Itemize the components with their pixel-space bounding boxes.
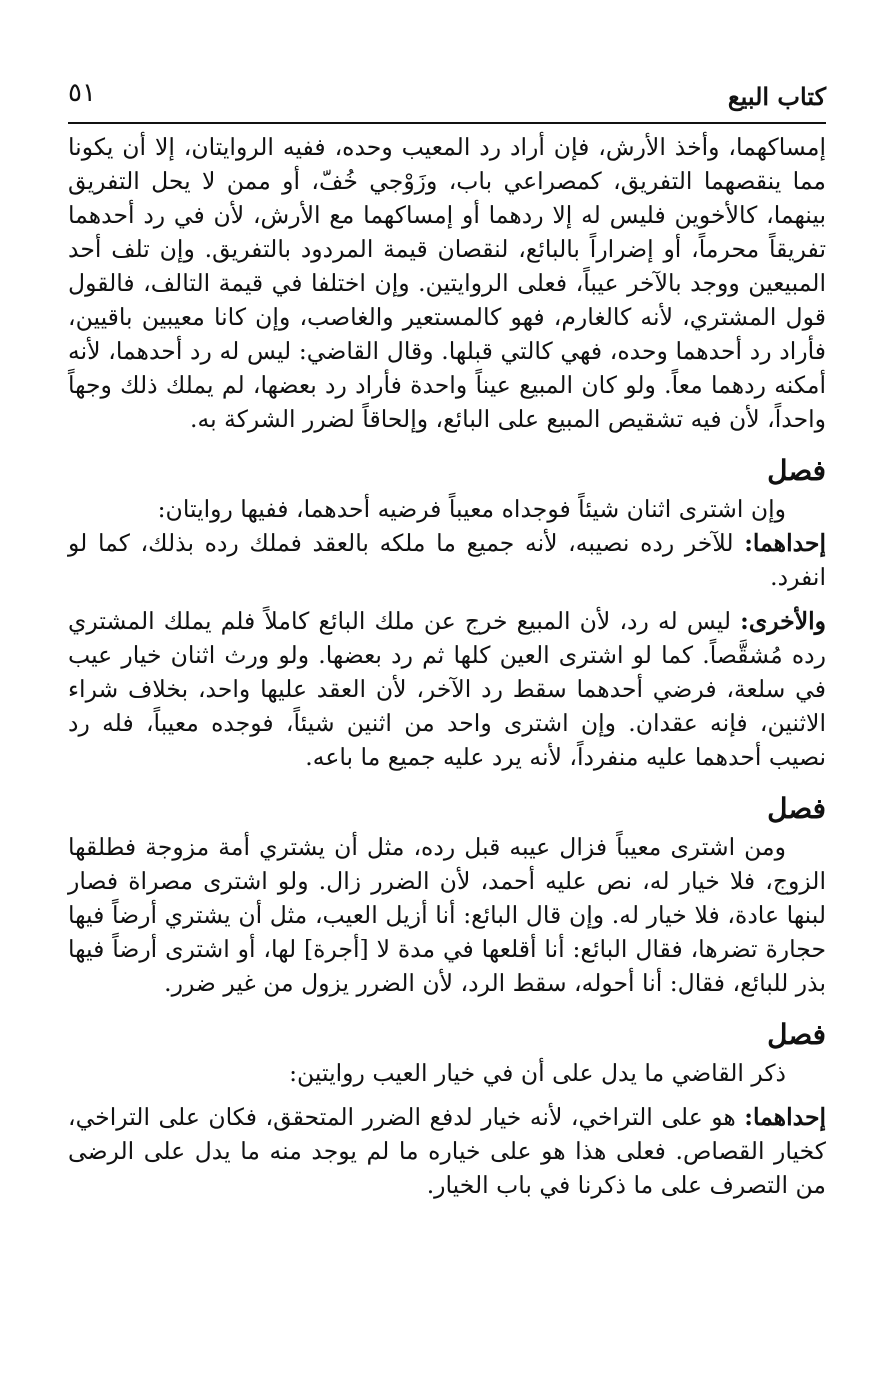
body-text: [68, 130, 826, 1202]
paragraph-lead: والأخرى:: [740, 607, 826, 635]
paragraph-text: وإن اشترى اثنان شيئاً فوجداه معيباً فرضيه أحدهما، ففيها روايتان:: [157, 495, 786, 523]
paragraph: [68, 492, 826, 526]
paragraph-text: هو على التراخي، لأنه خيار لدفع الضرر المتحقق، فكان على التراخي، كخيار القصاص. فعلى هذا هو على خياره ما لم يوجد منه ما يدل على الرضى من التصرف على ما ذكرنا في باب الخيار.: [68, 1103, 826, 1199]
running-header: [68, 72, 826, 124]
paragraph: [68, 830, 826, 1000]
paragraph: [68, 1100, 826, 1202]
section-heading: فصل: [767, 792, 826, 825]
page-number: ٥١: [68, 78, 96, 108]
paragraph: [68, 1056, 826, 1090]
section-heading: فصل: [767, 454, 826, 487]
paragraph-text: إمساكهما، وأخذ الأرش، فإن أراد رد المعيب وحده، ففيه الروايتان، إلا أن يكونا مما ينقصهما التفريق، كمصراعي باب، وزَوْجي خُفّ، أو ممن لا يحل التفريق بينهما، كالأخوين فليس له إلا ردهما أو إمساكهما مع الأرش، لأن في رد أحدهما تفريقاً محرماً، أو إضراراً بالبائع، لنقصان قيمة المردود بالتفريق. وإن تلف أحد المبيعين ووجد بالآخر عيباً، فعلى الروايتين. وإن اختلفا في قيمة التالف، فالقول قول المشتري، لأنه كالغارم، فهو كالمستعير والغاصب، وإن كانا معيبين باقيين، فأراد رد أحدهما وحده، فهي كالتي قبلها. وقال القاضي: ليس له رد أحدهما، لأنه أمكنه ردهما معاً. ولو كان المبيع عيناً واحدة فأراد رد بعضها، لم يملك ذلك وجهاً واحداً، لأن فيه تشقيص المبيع على البائع، وإلحاقاً لضرر الشركة به.: [68, 133, 826, 433]
paragraph: [68, 604, 826, 774]
paragraph-lead: إحداهما:: [744, 1103, 826, 1131]
paragraph-text: ذكر القاضي ما يدل على أن في خيار العيب روايتين:: [289, 1059, 786, 1087]
paragraph: [68, 526, 826, 594]
paragraph-lead: إحداهما:: [744, 529, 826, 557]
paragraph-text: للآخر رده نصيبه، لأنه جميع ما ملكه بالعقد فملك رده بذلك، كما لو انفرد.: [68, 529, 826, 591]
paragraph-text: ومن اشترى معيباً فزال عيبه قبل رده، مثل أن يشتري أمة مزوجة فطلقها الزوج، فلا خيار له، نص عليه أحمد، لأن الضرر زال. ولو اشترى مصراة فصار لبنها عادة، فلا خيار له. وإن قال البائع: أنا أزيل العيب، مثل أن يشتري أرضاً فيها حجارة تضرها، فقال البائع: أنا أقلعها في مدة لا [أجرة] لها، أو اشترى أرضاً فيها بذر للبائع، فقال: أنا أحوله، سقط الرد، لأن الضرر يزول من غير ضرر.: [68, 833, 826, 997]
paragraph-text: ليس له رد، لأن المبيع خرج عن ملك البائع كاملاً فلم يملك المشتري رده مُشقَّصاً. كما لو اشترى العين كلها ثم رد بعضها. ولو ورث اثنان خيار عيب في سلعة، فرضي أحدهما سقط رد الآخر، لأن العقد عليها واحد، بخلاف شراء الاثنين، فإنه عقدان. وإن اشترى واحد من اثنين شيئاً، فوجده معيباً، فله رد نصيب أحدهما عليه منفرداً، لأنه يرد عليه جميع ما باعه.: [68, 607, 826, 771]
paragraph: [68, 130, 826, 436]
book-title: كتاب البيع: [727, 82, 826, 111]
section-heading: فصل: [767, 1018, 826, 1051]
